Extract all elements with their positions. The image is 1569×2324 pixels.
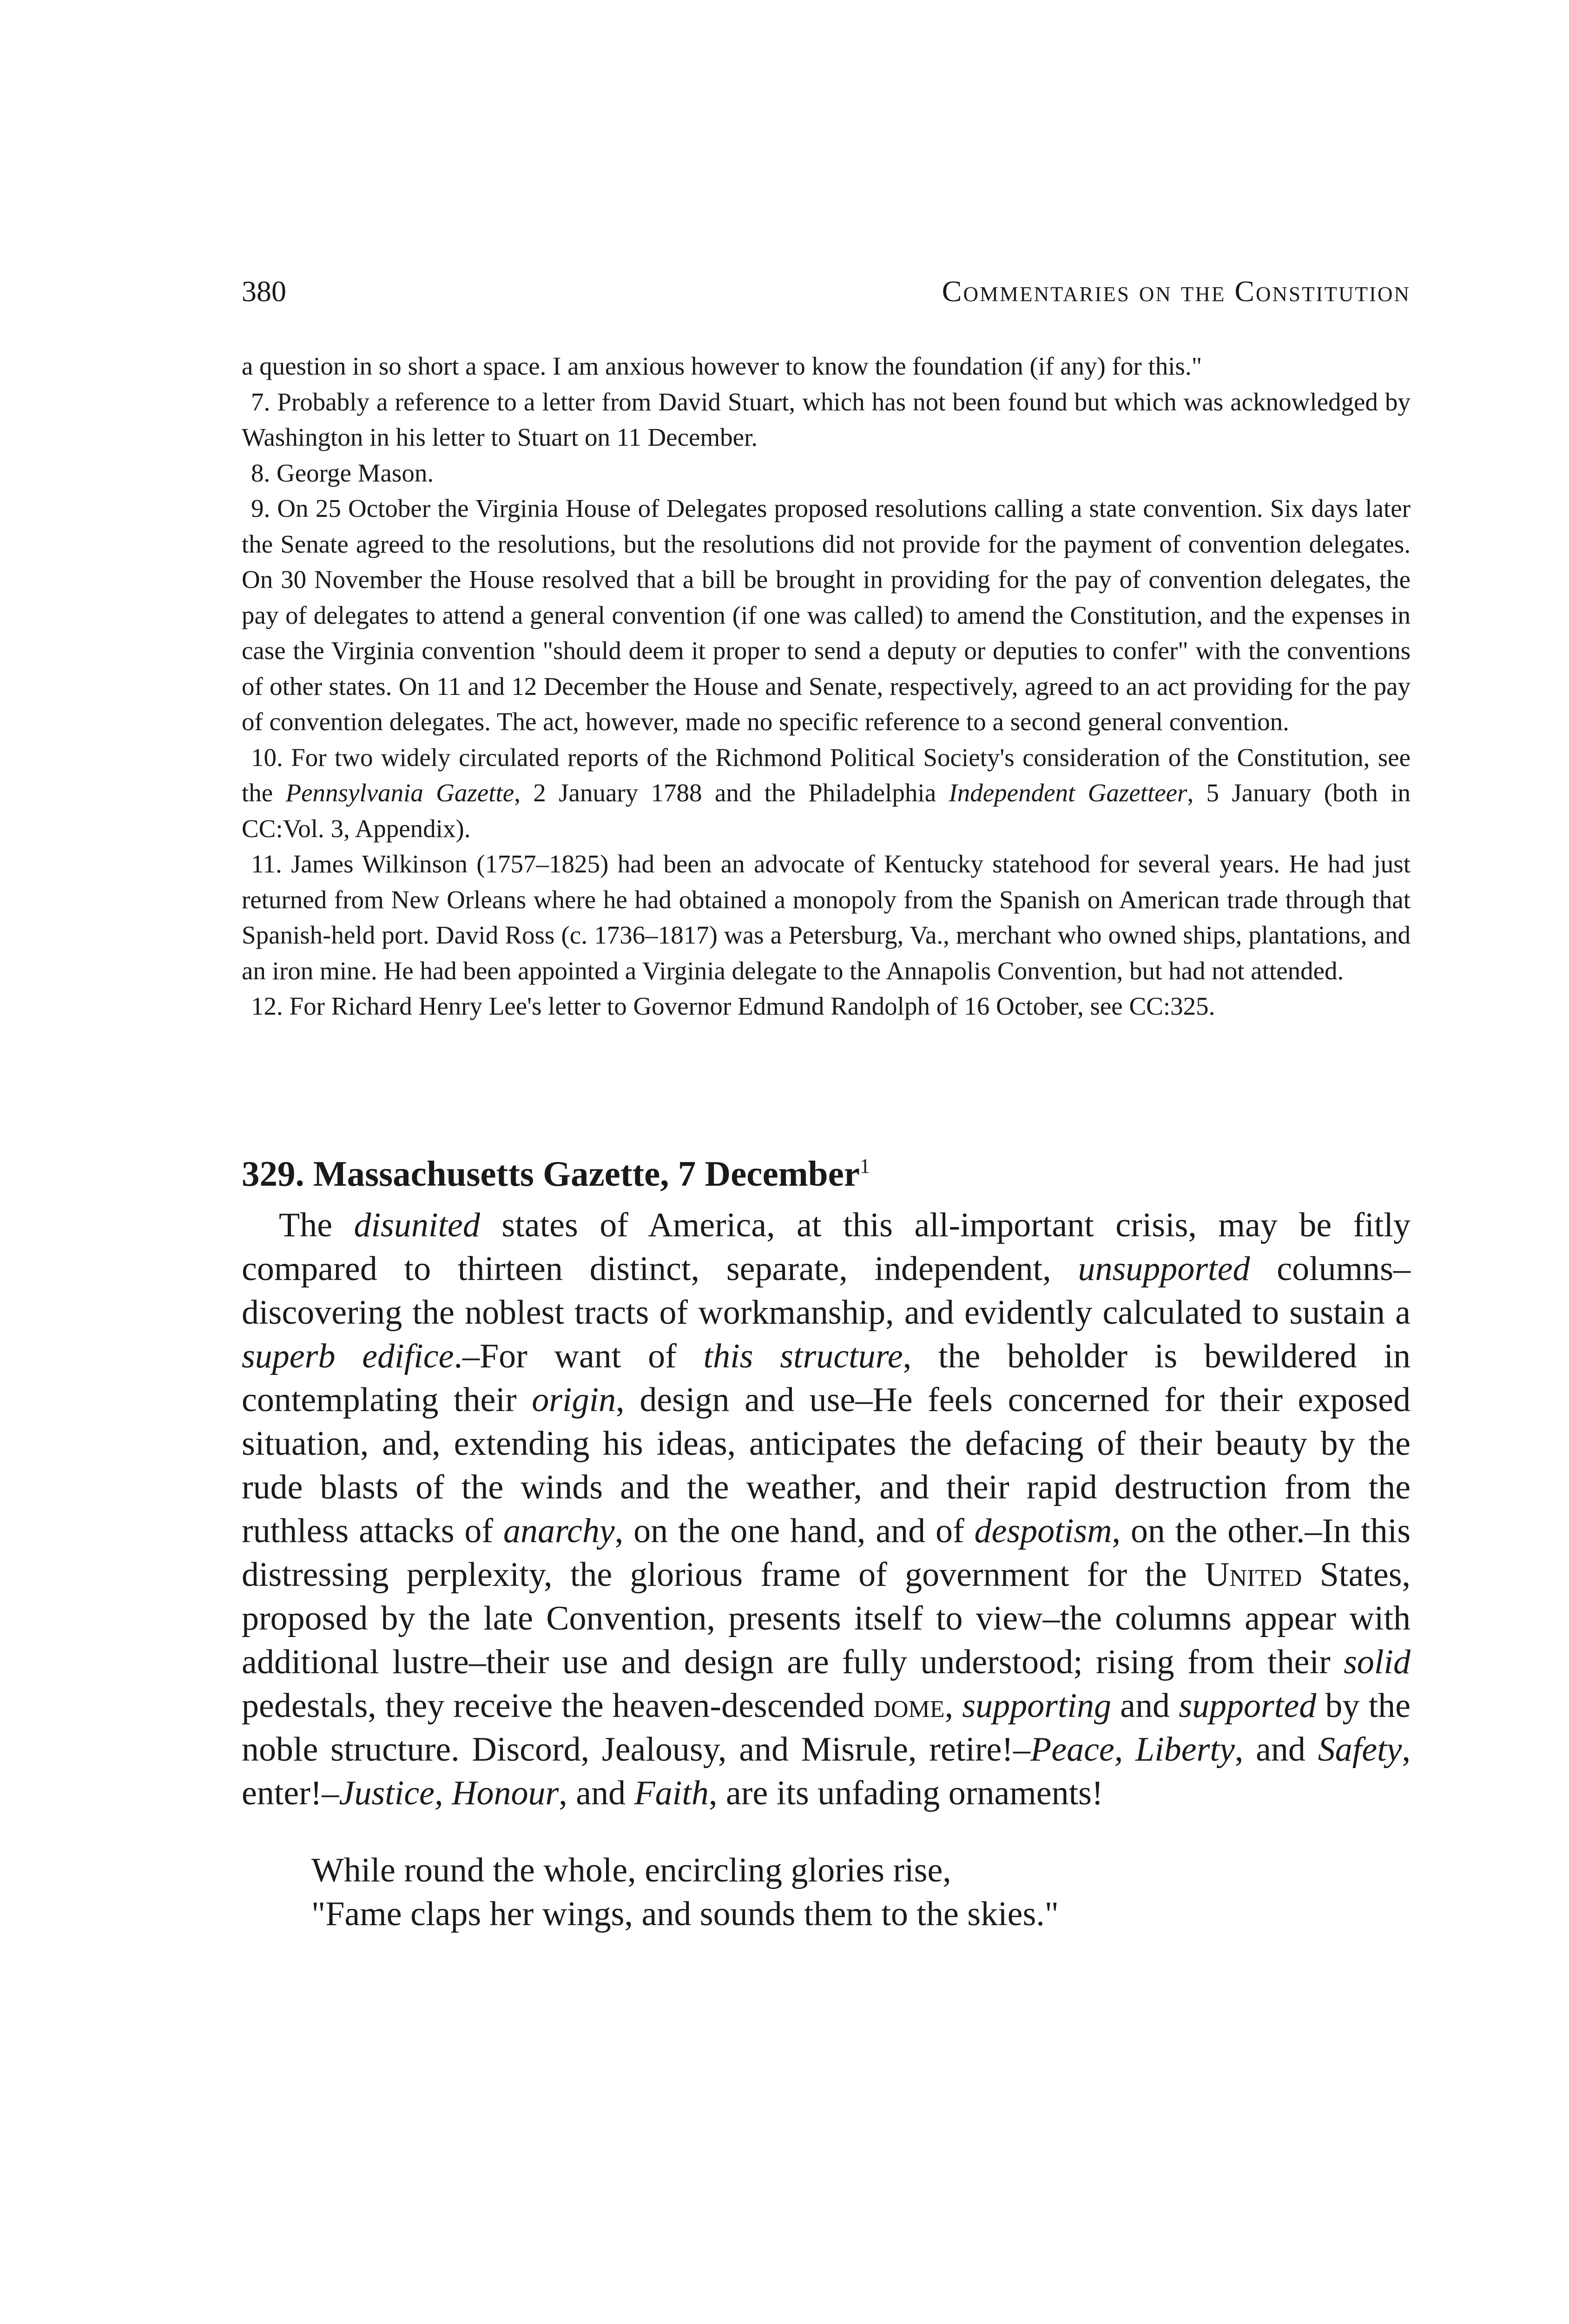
body-text-run: , <box>944 1686 962 1725</box>
body-italic-run: despotism <box>974 1512 1112 1550</box>
article-body <box>242 1203 1411 1815</box>
body-text-run: States, proposed by the late Convention, presents itself to view–the columns appear with additional lustre–their use and design are fully understood; rising from their <box>242 1555 1411 1681</box>
body-italic-run: solid <box>1344 1643 1411 1681</box>
note-10-text-b: , 2 January 1788 and the Philadelphia <box>514 779 949 807</box>
running-head: Commentaries on the Constitution <box>942 275 1411 308</box>
note-10-text-c: , 5 January (both in CC:Vol. 3, Appendix). <box>242 779 1411 843</box>
body-italic-run: anarchy <box>503 1512 615 1550</box>
body-text-run: .–For want of <box>454 1337 704 1375</box>
section-title-text: 329. Massachusetts Gazette, 7 December <box>242 1153 860 1194</box>
body-italic-run: Justice, Honour <box>339 1774 559 1812</box>
body-smallcaps-run: dome <box>873 1686 945 1725</box>
body-italic-run: supported <box>1179 1686 1317 1725</box>
body-text-run: , enter!– <box>242 1730 1411 1812</box>
verse-couplet <box>311 1849 1411 1936</box>
note-11: 11. James Wilkinson (1757–1825) had been an advocate of Kentucky statehood for several years. He had just returned from New Orleans where he had obtained a monopoly from the Spanish on American trade through that Spanish-held port. David Ross (c. 1736–1817) was a Petersburg, Va., merchant who owned ships, plantations, and an iron mine. He had been appointed a Virginia delegate to the Annapolis Convention, but had not attended. <box>242 850 1411 985</box>
body-text-run: The <box>279 1206 354 1244</box>
note-12: 12. For Richard Henry Lee's letter to Governor Edmund Randolph of 16 October, see CC:325. <box>251 992 1215 1020</box>
note-9: 9. On 25 October the Virginia House of Delegates proposed resolutions calling a state convention. Six days later the Senate agreed to the resolutions, but the resolutions did not provide for the payment of convention delegates. On 30 November the House resolved that a bill be brought in providing for the pay of convention delegates, the pay of delegates to attend a general convention (if one was called) to amend the Constitution, and the expenses in case the Virginia convention "should deem it proper to send a deputy or deputies to confer" with the conventions of other states. On 11 and 12 December the House and Senate, respectively, agreed to an act providing for the pay of convention delegates. The act, however, made no specific reference to a second general convention. <box>242 494 1411 736</box>
body-text-run: , the beholder is bewildered in contemplating their <box>242 1337 1411 1419</box>
body-text-run: pedestals, they receive the heaven-descended <box>242 1686 874 1725</box>
note-10 <box>242 740 1411 847</box>
section-footnote-mark: 1 <box>859 1154 870 1177</box>
body-text-run: columns–discovering the noblest tracts of workmanship, and evidently calculated to sustain a <box>242 1249 1411 1332</box>
body-text-run: , and <box>1234 1730 1318 1769</box>
body-italic-run: this structure <box>703 1337 903 1375</box>
section-title <box>242 1143 1411 1203</box>
page-number: 380 <box>242 275 286 308</box>
body-text-run: , and <box>559 1774 634 1812</box>
body-italic-run: disunited <box>354 1206 480 1244</box>
endnotes <box>242 349 1411 1024</box>
body-text-run: states of America, at this all-important crisis, may be fitly compared to thirteen distinct, separate, independent, <box>242 1206 1411 1288</box>
verse-line-1: While round the whole, encircling glories rise, <box>311 1851 951 1889</box>
note-10-pennsylvania-gazette: Pennsylvania Gazette <box>285 779 514 807</box>
body-text-run: , are its unfading ornaments! <box>708 1774 1103 1812</box>
body-italic-run: unsupported <box>1078 1249 1250 1288</box>
body-smallcaps-run: United <box>1205 1555 1302 1594</box>
body-text-run: , on the other.–In this distressing perplexity, the glorious frame of government for the <box>242 1512 1411 1594</box>
document-page <box>242 274 1411 1936</box>
note-7: 7. Probably a reference to a letter from David Stuart, which has not been found but which was acknowledged by Washington in his letter to Stuart on 11 December. <box>242 387 1411 451</box>
body-text-run: , design and use–He feels concerned for their exposed situation, and, extending his ideas, anticipates the defacing of their beauty by the rude blasts of the winds and the weather, and their rapid destruction from the ruthless attacks of <box>242 1380 1411 1550</box>
body-text-run: , on the one hand, and of <box>614 1512 975 1550</box>
note-10-independent-gazetteer: Independent Gazetteer <box>949 779 1187 807</box>
verse-line-2: "Fame claps her wings, and sounds them to the skies." <box>311 1895 1059 1933</box>
body-italic-run: supporting <box>962 1686 1111 1725</box>
body-italic-run: Peace, Liberty <box>1030 1730 1235 1769</box>
body-text-run: by the noble structure. Discord, Jealousy, and Misrule, retire!– <box>242 1686 1411 1769</box>
body-text-run: and <box>1111 1686 1179 1725</box>
body-italic-run: origin <box>532 1380 616 1419</box>
note-10-text-a: 10. For two widely circulated reports of the Richmond Political Society's consideration of the Constitution, see the <box>242 743 1411 807</box>
body-italic-run: superb edifice <box>242 1337 454 1375</box>
page-header <box>242 274 1411 325</box>
body-italic-run: Safety <box>1318 1730 1402 1769</box>
body-italic-run: Faith <box>634 1774 709 1812</box>
note-8: 8. George Mason. <box>251 458 434 487</box>
note-continuation: a question in so short a space. I am anxious however to know the foundation (if any) for this." <box>242 352 1202 380</box>
